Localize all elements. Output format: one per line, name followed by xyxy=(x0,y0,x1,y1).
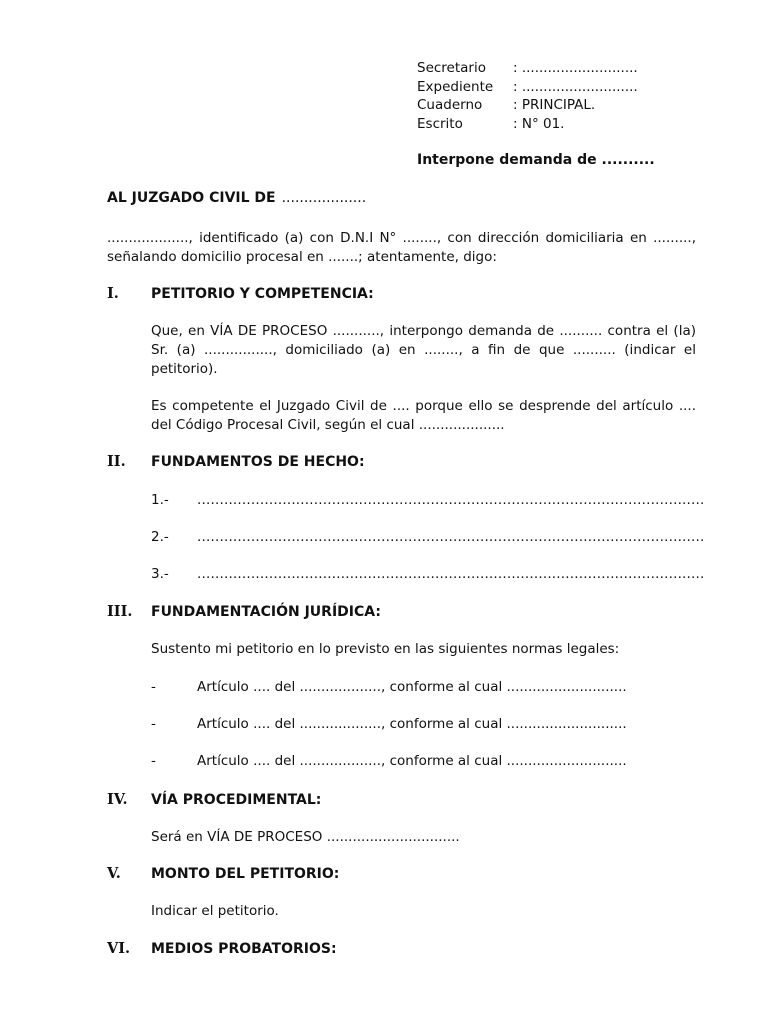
section-5-title: MONTO DEL PETITORIO: xyxy=(151,866,340,882)
document-title: Interpone demanda de .......... xyxy=(417,152,655,168)
section-1-title: PETITORIO Y COMPETENCIA: xyxy=(151,286,374,302)
header-label-secretario: Secretario xyxy=(417,60,486,76)
section-6-number: VI. xyxy=(107,940,131,957)
section-3-title: FUNDAMENTACIÓN JURÍDICA: xyxy=(151,604,381,620)
header-label-cuaderno: Cuaderno xyxy=(417,97,483,113)
law-bullet-1-text: Artículo .... del ..................., conforme al cual ............................ xyxy=(197,679,627,695)
section-5-text: Indicar el petitorio. xyxy=(151,903,279,919)
section-2-title: FUNDAMENTOS DE HECHO: xyxy=(151,454,365,470)
section-2-number: II. xyxy=(107,453,126,470)
law-bullet-3-mark: - xyxy=(151,753,156,769)
fact-item-1-number: 1.- xyxy=(151,492,169,508)
law-bullet-2-mark: - xyxy=(151,716,156,732)
header-label-expediente: Expediente xyxy=(417,79,494,95)
section-1-paragraph-petitorio: Que, en VÍA DE PROCESO ..........., interpongo demanda de .......... contra el (la) Sr. (a) ................, domiciliado (a) en ........, a fin de que .......... (indicar el petitorio). xyxy=(151,323,696,377)
section-5-number: V. xyxy=(107,865,121,882)
header-value-expediente: : ........................... xyxy=(513,79,638,95)
fact-item-3-dots: ................................................................................................................. xyxy=(197,566,705,582)
law-bullet-3-text: Artículo .... del ..................., conforme al cual ............................ xyxy=(197,753,627,769)
section-3-number: III. xyxy=(107,603,133,620)
fact-item-3-number: 3.- xyxy=(151,566,169,582)
section-1-number: I. xyxy=(107,285,119,302)
header-value-cuaderno: : PRINCIPAL. xyxy=(513,97,596,113)
section-4-text: Será en VÍA DE PROCESO ............................... xyxy=(151,829,460,845)
court-label: AL JUZGADO CIVIL DE xyxy=(107,190,276,206)
law-bullet-2-text: Artículo .... del ..................., conforme al cual ............................ xyxy=(197,716,627,732)
fact-item-1-dots: ................................................................................................................. xyxy=(197,492,705,508)
court-address xyxy=(107,190,366,206)
fact-item-2-dots: ................................................................................................................. xyxy=(197,529,705,545)
intro-paragraph: ..................., identificado (a) con D.N.I N° ........, con dirección domiciliaria en ........., señalando domicilio procesal en .......; atentamente, digo: xyxy=(107,230,696,265)
section-4-number: IV. xyxy=(107,791,128,808)
header-value-secretario: : ........................... xyxy=(513,60,638,76)
section-4-title: VÍA PROCEDIMENTAL: xyxy=(151,792,322,808)
fact-item-2-number: 2.- xyxy=(151,529,169,545)
section-3-intro: Sustento mi petitorio en lo previsto en las siguientes normas legales: xyxy=(151,641,620,657)
section-1-paragraph-competencia: Es competente el Juzgado Civil de .... porque ello se desprende del artículo .... del Código Procesal Civil, según el cual .................... xyxy=(151,398,696,433)
law-bullet-1-mark: - xyxy=(151,679,156,695)
header-value-escrito: : N° 01. xyxy=(513,116,565,132)
header-label-escrito: Escrito xyxy=(417,116,463,132)
court-dots: ................... xyxy=(281,190,367,206)
section-6-title: MEDIOS PROBATORIOS: xyxy=(151,941,337,957)
